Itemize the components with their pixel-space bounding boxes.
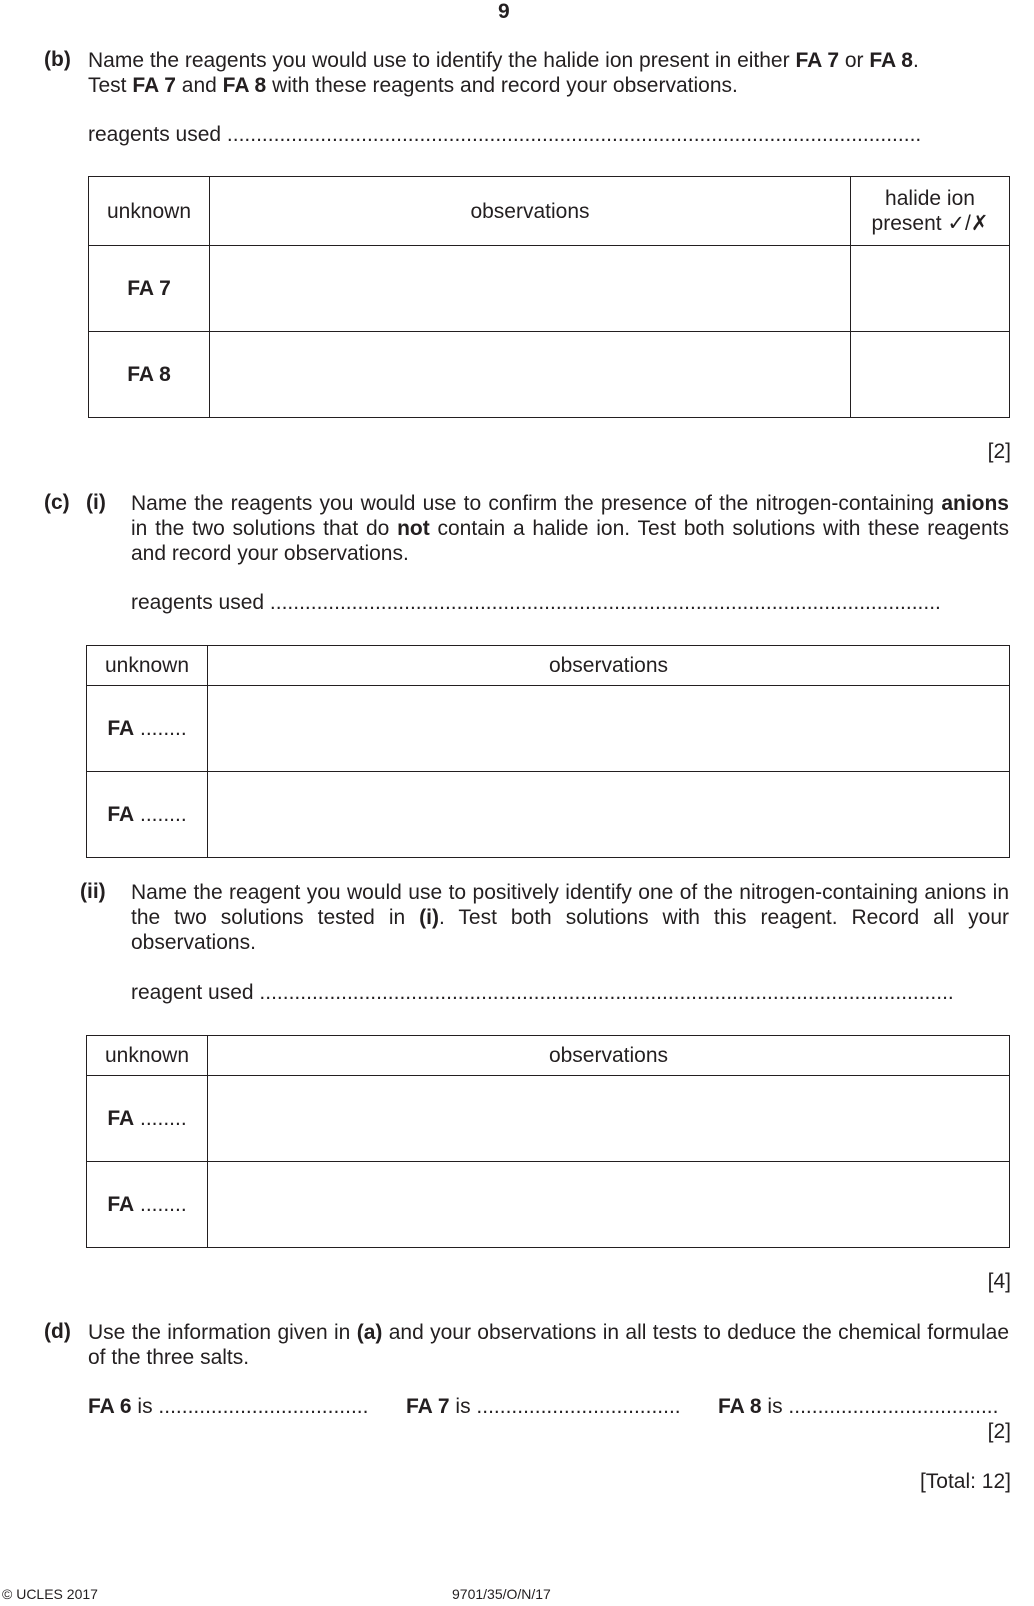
table-row — [87, 1076, 1010, 1162]
part-c-label: (c) — [44, 491, 70, 514]
b-row-fa7-observations-cell[interactable] — [210, 246, 851, 332]
part-cii-label: (ii) — [80, 880, 106, 903]
part-b-text-3: with these reagents and record your observations. — [266, 74, 738, 97]
fa7-dots: is ................................... — [449, 1395, 681, 1418]
ci-text-b: in the two solutions that do — [131, 517, 398, 540]
b-row-fa8-label: FA 8 — [89, 332, 210, 418]
cii-row-2-fa: FA — [107, 1193, 135, 1216]
d-text-b: and your observations in all tests to deduce the chemical formulae of the three salts. — [88, 1321, 1010, 1369]
fa8-label: FA 8 — [718, 1395, 762, 1418]
table-row — [87, 686, 1010, 772]
footer-copyright: © UCLES 2017 — [2, 1586, 98, 1602]
table-row — [87, 1162, 1010, 1248]
cii-row-2-dots: ........ — [134, 1193, 187, 1216]
ci-row-1-label[interactable] — [87, 686, 208, 772]
part-b-instructions — [88, 48, 988, 98]
fa8-answer[interactable] — [718, 1395, 998, 1419]
cii-reagent-answer-line[interactable]: reagent used ....................................................................................................................... — [131, 981, 954, 1004]
b-col-unknown: unknown — [89, 177, 210, 246]
b-row-fa7-label: FA 7 — [89, 246, 210, 332]
b-observations-table — [88, 176, 1010, 418]
b-col-observations: observations — [210, 177, 851, 246]
total-mark: [Total: 12] — [919, 1470, 1011, 1493]
part-d-instructions — [88, 1320, 1009, 1370]
fa8-ref-2: FA 8 — [222, 74, 267, 97]
ci-row-1-fa: FA — [107, 717, 135, 740]
b-reagents-answer-line[interactable]: reagents used ....................................................................................................................... — [88, 123, 922, 146]
fa7-label: FA 7 — [406, 1395, 450, 1418]
ci-col-observations: observations — [208, 646, 1010, 686]
cii-row-1-observations-cell[interactable] — [208, 1076, 1010, 1162]
ci-row-2-label[interactable] — [87, 772, 208, 858]
fa6-answer[interactable] — [88, 1395, 368, 1419]
cii-observations-table — [86, 1035, 1010, 1248]
cii-row-2-label[interactable] — [87, 1162, 208, 1248]
b-row-fa8-halide-cell[interactable] — [851, 332, 1010, 418]
ci-text-c: contain a halide ion. Test both solutions with these reagents and record your observations. — [131, 517, 1009, 565]
ci-table-header-row — [87, 646, 1010, 686]
d-ref: (a) — [356, 1321, 383, 1344]
part-ci-label: (i) — [86, 491, 106, 514]
cii-ref: (i) — [419, 906, 439, 929]
part-d-label: (d) — [44, 1320, 71, 1343]
period: . — [912, 49, 919, 72]
ci-observations-table — [86, 645, 1010, 858]
fa7-answer[interactable] — [406, 1395, 681, 1419]
table-row — [87, 772, 1010, 858]
cii-text-a: Name the reagent you would use to positively identify one of the nitrogen-containing anions in the two solutions tested in — [131, 881, 1009, 929]
cii-table-header-row — [87, 1036, 1010, 1076]
ci-reagents-answer-line[interactable]: reagents used ................................................................................................................... — [131, 591, 941, 614]
footer-paper-code: 9701/35/O/N/17 — [452, 1586, 551, 1602]
fa8-ref: FA 8 — [869, 49, 913, 72]
page-number: 9 — [498, 0, 510, 23]
b-table-header-row — [89, 177, 1010, 246]
ci-col-unknown: unknown — [87, 646, 208, 686]
b-row-fa7-halide-cell[interactable] — [851, 246, 1010, 332]
fa8-dots: is .................................... — [761, 1395, 999, 1418]
part-b-text-2: Test — [88, 74, 133, 97]
ci-row-2-dots: ........ — [134, 803, 187, 826]
cii-row-2-observations-cell[interactable] — [208, 1162, 1010, 1248]
fa6-dots: is .................................... — [131, 1395, 369, 1418]
fa7-ref: FA 7 — [795, 49, 840, 72]
and-text: and — [175, 74, 223, 97]
ci-not: not — [397, 517, 430, 540]
table-row — [89, 246, 1010, 332]
b-col-halide-line1: halide ion — [885, 187, 975, 210]
b-col-halide-line2: present ✓/✗ — [871, 212, 989, 235]
fa7-ref-2: FA 7 — [132, 74, 176, 97]
d-mark: [2] — [987, 1420, 1011, 1443]
ci-text-a: Name the reagents you would use to confirm the presence of the nitrogen-containing — [131, 492, 942, 515]
c-mark: [4] — [987, 1270, 1011, 1293]
cii-col-unknown: unknown — [87, 1036, 208, 1076]
part-ci-instructions — [131, 491, 1009, 566]
cii-text-b: . Test both solutions with this reagent. Record all your observations. — [131, 906, 1010, 954]
fa6-label: FA 6 — [88, 1395, 132, 1418]
cii-col-observations: observations — [208, 1036, 1010, 1076]
cii-row-1-label[interactable] — [87, 1076, 208, 1162]
b-col-halide — [851, 177, 1010, 246]
or-text: or — [839, 49, 870, 72]
d-text-a: Use the information given in — [88, 1321, 357, 1344]
ci-row-1-observations-cell[interactable] — [208, 686, 1010, 772]
cii-row-1-fa: FA — [107, 1107, 135, 1130]
cii-row-1-dots: ........ — [134, 1107, 187, 1130]
ci-row-2-fa: FA — [107, 803, 135, 826]
ci-row-2-observations-cell[interactable] — [208, 772, 1010, 858]
part-cii-instructions — [131, 880, 1009, 955]
part-b-label: (b) — [44, 48, 71, 71]
b-mark: [2] — [987, 440, 1011, 463]
ci-row-1-dots: ........ — [134, 717, 187, 740]
ci-anions: anions — [941, 492, 1009, 515]
table-row — [89, 332, 1010, 418]
b-row-fa8-observations-cell[interactable] — [210, 332, 851, 418]
part-b-text-1: Name the reagents you would use to identify the halide ion present in either — [88, 49, 796, 72]
